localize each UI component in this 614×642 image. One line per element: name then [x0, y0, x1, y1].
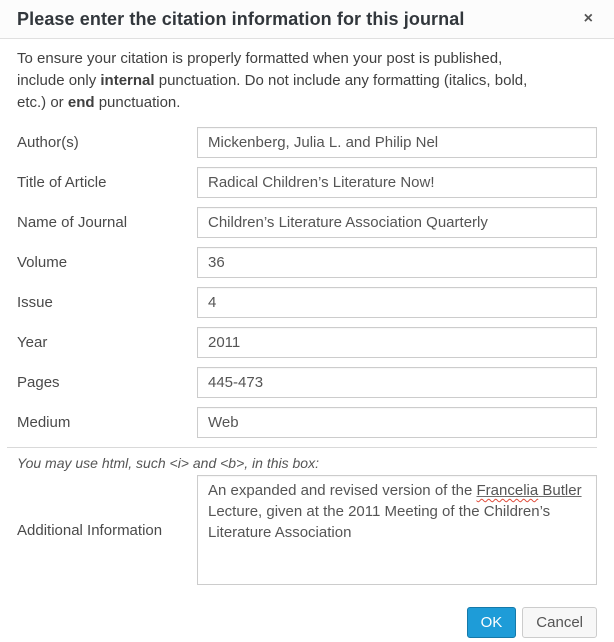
article-title-input[interactable] — [197, 167, 597, 198]
journal-name-input[interactable] — [197, 207, 597, 238]
underlined-name — [477, 482, 582, 499]
article-title-label: Title of Article — [17, 174, 107, 191]
field-row-volume — [17, 247, 597, 278]
pages-input[interactable] — [197, 367, 597, 398]
field-row-pages — [17, 367, 597, 398]
section-divider — [7, 447, 597, 448]
field-row-year — [17, 327, 597, 358]
citation-form — [17, 127, 597, 585]
instructions-bold-internal: internal — [100, 72, 155, 89]
field-row-journal-name — [17, 207, 597, 238]
volume-input[interactable] — [197, 247, 597, 278]
instructions-part3: punctuation. — [94, 94, 181, 111]
instructions-bold-end: end — [67, 94, 95, 111]
authors-input[interactable] — [197, 127, 597, 158]
year-label: Year — [17, 334, 48, 351]
issue-label: Issue — [17, 294, 53, 311]
medium-label: Medium — [17, 414, 71, 431]
additional-information-textarea[interactable] — [197, 475, 597, 585]
instructions-part1: To ensure your citation is properly formatted when your post is published, include only — [17, 50, 503, 89]
medium-input[interactable] — [197, 407, 597, 438]
field-row-additional-information — [17, 475, 597, 585]
volume-label: Volume — [17, 254, 68, 271]
additional-info-text-after: Lecture, given at the 2011 Meeting of the Children’s Literature Association — [208, 503, 551, 541]
field-row-medium — [17, 407, 597, 438]
issue-input[interactable] — [197, 287, 597, 318]
dialog-body — [0, 39, 614, 585]
additional-info-text-before: An expanded and revised version of the — [208, 482, 477, 499]
misspelled-word: Francelia — [476, 482, 539, 499]
dialog-footer — [0, 607, 614, 638]
journal-name-label: Name of Journal — [17, 214, 128, 231]
field-row-authors — [17, 127, 597, 158]
pages-label: Pages — [17, 374, 60, 391]
cancel-button[interactable]: Cancel — [522, 607, 597, 638]
html-usage-note: You may use html, such <i> and <b>, in this box: — [17, 455, 319, 471]
year-input[interactable] — [197, 327, 597, 358]
dialog-header — [0, 0, 614, 39]
ok-button[interactable]: OK — [467, 607, 517, 638]
dialog-title: Please enter the citation information for this journal — [17, 8, 465, 29]
additional-information-label: Additional Information — [17, 521, 163, 539]
authors-label: Author(s) — [17, 134, 79, 151]
field-row-article-title — [17, 167, 597, 198]
field-row-issue — [17, 287, 597, 318]
instructions-part2: punctuation. Do not include any formatting (italics, bold, etc.) or — [17, 72, 528, 111]
close-icon[interactable]: × — [583, 10, 593, 27]
instructions-text — [17, 48, 549, 114]
underlined-name-rest: Butler — [538, 482, 582, 499]
